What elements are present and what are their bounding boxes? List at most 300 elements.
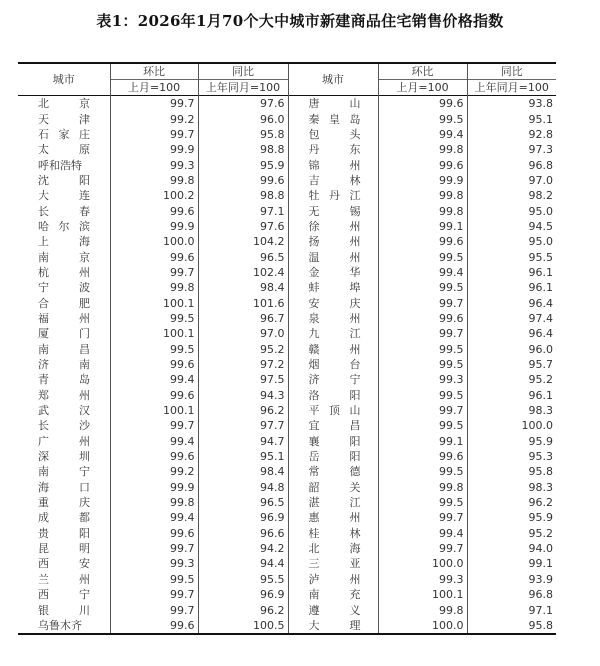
city-cell <box>288 526 378 541</box>
yoy-cell: 98.3 <box>467 480 556 495</box>
city-cell <box>18 203 110 218</box>
mom-cell: 99.7 <box>378 295 467 310</box>
yoy-cell: 95.2 <box>467 372 556 387</box>
yoy-cell: 96.9 <box>198 510 288 525</box>
mom-cell: 99.2 <box>110 111 198 126</box>
city-cell <box>18 526 110 541</box>
city-name: 蚌 埠 <box>308 281 361 295</box>
city-cell <box>18 142 110 157</box>
city-name: 包 头 <box>308 127 361 141</box>
city-cell <box>18 96 110 112</box>
city-cell <box>288 388 378 403</box>
city-cell <box>288 142 378 157</box>
city-cell <box>18 449 110 464</box>
table-row <box>18 188 556 203</box>
city-name: 青 岛 <box>38 373 90 387</box>
mom-cell: 99.7 <box>378 403 467 418</box>
table-body <box>18 96 556 635</box>
mom-cell: 99.7 <box>110 541 198 556</box>
city-name: 重 庆 <box>38 496 90 510</box>
yoy-cell: 95.3 <box>467 449 556 464</box>
yoy-cell: 99.6 <box>198 173 288 188</box>
yoy-cell: 97.6 <box>198 219 288 234</box>
yoy-cell: 96.5 <box>198 495 288 510</box>
city-name: 济 宁 <box>308 373 361 387</box>
price-index-table <box>18 62 556 635</box>
mom-cell: 99.4 <box>378 265 467 280</box>
yoy-cell: 100.0 <box>467 418 556 433</box>
city-cell <box>18 403 110 418</box>
mom-cell: 99.8 <box>110 173 198 188</box>
city-name: 武 汉 <box>38 404 90 418</box>
table-row <box>18 203 556 218</box>
table-row <box>18 434 556 449</box>
yoy-cell: 97.1 <box>198 203 288 218</box>
city-name: 徐 州 <box>308 219 361 233</box>
mom-cell: 99.4 <box>110 372 198 387</box>
mom-cell: 99.5 <box>378 464 467 479</box>
yoy-cell: 97.1 <box>467 602 556 617</box>
table-row <box>18 96 556 112</box>
header-yoy-base-right: 上年同月=100 <box>467 80 556 96</box>
yoy-cell: 99.1 <box>467 556 556 571</box>
city-name: 南 宁 <box>38 465 90 479</box>
yoy-cell: 94.0 <box>467 541 556 556</box>
yoy-cell: 97.0 <box>198 326 288 341</box>
table-title: 表1：2026年1月70个大中城市新建商品住宅销售价格指数 <box>96 12 504 30</box>
table-row <box>18 541 556 556</box>
city-cell <box>288 556 378 571</box>
city-name: 泉 州 <box>308 311 361 325</box>
mom-cell: 99.6 <box>378 311 467 326</box>
mom-cell: 99.1 <box>378 434 467 449</box>
mom-cell: 99.7 <box>110 96 198 112</box>
city-cell <box>18 618 110 634</box>
yoy-cell: 94.7 <box>198 434 288 449</box>
city-cell <box>288 111 378 126</box>
mom-cell: 100.0 <box>110 234 198 249</box>
yoy-cell: 101.6 <box>198 295 288 310</box>
city-name: 烟 台 <box>308 358 361 372</box>
table-row <box>18 480 556 495</box>
mom-cell: 99.7 <box>378 510 467 525</box>
city-cell <box>18 495 110 510</box>
city-cell <box>18 541 110 556</box>
city-name: 长 春 <box>38 204 90 218</box>
table-row <box>18 526 556 541</box>
city-cell <box>288 219 378 234</box>
yoy-cell: 96.2 <box>198 602 288 617</box>
city-cell <box>288 418 378 433</box>
city-name: 岳 阳 <box>308 450 361 464</box>
yoy-cell: 95.5 <box>467 249 556 264</box>
city-cell <box>288 173 378 188</box>
mom-cell: 99.5 <box>378 111 467 126</box>
city-cell <box>288 403 378 418</box>
city-cell <box>18 480 110 495</box>
city-name: 深 圳 <box>38 450 90 464</box>
city-cell <box>288 326 378 341</box>
table-row <box>18 510 556 525</box>
city-name: 哈 尔 滨 <box>38 219 90 233</box>
yoy-cell: 98.2 <box>467 188 556 203</box>
table-row <box>18 311 556 326</box>
mom-cell: 99.7 <box>378 326 467 341</box>
mom-cell: 99.8 <box>110 280 198 295</box>
city-name: 广 州 <box>38 434 90 448</box>
city-name: 南 充 <box>308 588 361 602</box>
yoy-cell: 97.0 <box>467 173 556 188</box>
yoy-cell: 96.2 <box>198 403 288 418</box>
city-name: 大 理 <box>308 618 361 632</box>
city-cell <box>18 295 110 310</box>
header-mom-base-right: 上月=100 <box>378 80 467 96</box>
city-cell <box>288 618 378 634</box>
city-name: 宁 波 <box>38 281 90 295</box>
city-name: 大 连 <box>38 189 90 203</box>
city-name: 金 华 <box>308 265 361 279</box>
mom-cell: 99.6 <box>110 203 198 218</box>
city-cell <box>18 342 110 357</box>
city-cell <box>18 111 110 126</box>
city-name: 乌鲁木齐 <box>38 618 82 632</box>
yoy-cell: 95.8 <box>467 464 556 479</box>
mom-cell: 99.5 <box>378 357 467 372</box>
yoy-cell: 96.1 <box>467 388 556 403</box>
yoy-cell: 96.7 <box>198 311 288 326</box>
city-cell <box>18 572 110 587</box>
mom-cell: 99.8 <box>378 203 467 218</box>
city-name: 石 家 庄 <box>38 127 90 141</box>
table-row <box>18 342 556 357</box>
city-cell <box>288 249 378 264</box>
yoy-cell: 95.0 <box>467 234 556 249</box>
yoy-cell: 96.4 <box>467 295 556 310</box>
city-name: 九 江 <box>308 327 361 341</box>
mom-cell: 99.6 <box>110 357 198 372</box>
city-cell <box>288 480 378 495</box>
city-cell <box>288 357 378 372</box>
table-row <box>18 388 556 403</box>
mom-cell: 100.1 <box>110 403 198 418</box>
city-cell <box>288 372 378 387</box>
yoy-cell: 97.6 <box>198 96 288 112</box>
yoy-cell: 94.5 <box>467 219 556 234</box>
table-row <box>18 249 556 264</box>
city-cell <box>18 556 110 571</box>
mom-cell: 99.8 <box>378 602 467 617</box>
city-name: 西 宁 <box>38 588 90 602</box>
yoy-cell: 95.0 <box>467 203 556 218</box>
city-cell <box>18 311 110 326</box>
table-row <box>18 587 556 602</box>
city-cell <box>288 157 378 172</box>
city-name: 济 南 <box>38 358 90 372</box>
mom-cell: 100.0 <box>378 618 467 634</box>
city-name: 扬 州 <box>308 235 361 249</box>
yoy-cell: 96.5 <box>198 249 288 264</box>
city-name: 福 州 <box>38 311 90 325</box>
table-row <box>18 357 556 372</box>
city-cell <box>18 249 110 264</box>
city-name: 丹 东 <box>308 143 361 157</box>
mom-cell: 99.6 <box>378 157 467 172</box>
yoy-cell: 93.8 <box>467 96 556 112</box>
mom-cell: 99.5 <box>110 342 198 357</box>
mom-cell: 99.6 <box>110 249 198 264</box>
city-name: 合 肥 <box>38 296 90 310</box>
mom-cell: 99.7 <box>110 602 198 617</box>
city-name: 南 昌 <box>38 342 90 356</box>
yoy-cell: 95.1 <box>198 449 288 464</box>
yoy-cell: 96.1 <box>467 265 556 280</box>
yoy-cell: 98.4 <box>198 280 288 295</box>
yoy-cell: 96.9 <box>198 587 288 602</box>
mom-cell: 99.8 <box>378 480 467 495</box>
city-name: 平 顶 山 <box>308 404 361 418</box>
city-name: 赣 州 <box>308 342 361 356</box>
city-cell <box>288 449 378 464</box>
city-name: 唐 山 <box>308 97 361 111</box>
yoy-cell: 94.4 <box>198 556 288 571</box>
mom-cell: 99.9 <box>110 480 198 495</box>
city-name: 沈 阳 <box>38 173 90 187</box>
mom-cell: 99.6 <box>378 234 467 249</box>
table-row <box>18 418 556 433</box>
city-name: 襄 阳 <box>308 434 361 448</box>
yoy-cell: 96.2 <box>467 495 556 510</box>
mom-cell: 99.5 <box>378 280 467 295</box>
city-cell <box>18 127 110 142</box>
city-name: 银 川 <box>38 603 90 617</box>
city-cell <box>288 295 378 310</box>
yoy-cell: 94.3 <box>198 388 288 403</box>
city-name: 无 锡 <box>308 204 361 218</box>
yoy-cell: 96.6 <box>198 526 288 541</box>
yoy-cell: 98.3 <box>467 403 556 418</box>
yoy-cell: 104.2 <box>198 234 288 249</box>
mom-cell: 99.1 <box>378 219 467 234</box>
city-cell <box>288 495 378 510</box>
mom-cell: 99.5 <box>110 311 198 326</box>
table-row <box>18 142 556 157</box>
city-cell <box>18 602 110 617</box>
mom-cell: 99.3 <box>378 572 467 587</box>
yoy-cell: 95.2 <box>467 526 556 541</box>
city-cell <box>18 188 110 203</box>
table-row <box>18 173 556 188</box>
yoy-cell: 95.2 <box>198 342 288 357</box>
table-row <box>18 219 556 234</box>
mom-cell: 99.4 <box>378 526 467 541</box>
yoy-cell: 97.2 <box>198 357 288 372</box>
city-name: 海 口 <box>38 480 90 494</box>
mom-cell: 99.3 <box>110 556 198 571</box>
yoy-cell: 93.9 <box>467 572 556 587</box>
header-mom-left: 环比 <box>110 63 198 80</box>
city-name: 太 原 <box>38 143 90 157</box>
city-name: 遵 义 <box>308 603 361 617</box>
table-row <box>18 234 556 249</box>
mom-cell: 100.2 <box>110 188 198 203</box>
city-cell <box>18 510 110 525</box>
city-cell <box>18 234 110 249</box>
city-name: 吉 林 <box>308 173 361 187</box>
yoy-cell: 95.8 <box>467 618 556 634</box>
city-cell <box>288 203 378 218</box>
city-cell <box>288 96 378 112</box>
mom-cell: 99.4 <box>110 510 198 525</box>
yoy-cell: 95.9 <box>467 434 556 449</box>
city-name: 宜 昌 <box>308 419 361 433</box>
yoy-cell: 94.8 <box>198 480 288 495</box>
city-name: 秦 皇 岛 <box>308 112 361 126</box>
city-name: 锦 州 <box>308 158 361 172</box>
yoy-cell: 98.4 <box>198 464 288 479</box>
city-name: 杭 州 <box>38 265 90 279</box>
mom-cell: 99.3 <box>378 372 467 387</box>
yoy-cell: 96.8 <box>467 157 556 172</box>
city-name: 昆 明 <box>38 542 90 556</box>
mom-cell: 99.5 <box>378 495 467 510</box>
yoy-cell: 97.3 <box>467 142 556 157</box>
yoy-cell: 95.1 <box>467 111 556 126</box>
city-cell <box>288 510 378 525</box>
city-cell <box>18 219 110 234</box>
city-name: 呼和浩特 <box>38 158 82 172</box>
city-cell <box>18 357 110 372</box>
city-cell <box>18 326 110 341</box>
yoy-cell: 95.5 <box>198 572 288 587</box>
city-cell <box>288 434 378 449</box>
city-name: 天 津 <box>38 112 90 126</box>
city-cell <box>288 602 378 617</box>
city-cell <box>288 572 378 587</box>
table-row <box>18 618 556 634</box>
city-name: 厦 门 <box>38 327 90 341</box>
city-name: 贵 阳 <box>38 526 90 540</box>
mom-cell: 99.5 <box>378 342 467 357</box>
mom-cell: 99.7 <box>110 587 198 602</box>
city-name: 韶 关 <box>308 480 361 494</box>
city-cell <box>288 280 378 295</box>
mom-cell: 100.0 <box>378 556 467 571</box>
yoy-cell: 98.8 <box>198 188 288 203</box>
city-name: 郑 州 <box>38 388 90 402</box>
table-row <box>18 111 556 126</box>
mom-cell: 99.9 <box>110 219 198 234</box>
city-name: 牡 丹 江 <box>308 189 361 203</box>
yoy-cell: 96.1 <box>467 280 556 295</box>
city-name: 长 沙 <box>38 419 90 433</box>
city-name: 成 都 <box>38 511 90 525</box>
header-city-right: 城市 <box>322 73 344 86</box>
city-cell <box>288 311 378 326</box>
city-name: 上 海 <box>38 235 90 249</box>
yoy-cell: 102.4 <box>198 265 288 280</box>
table-row <box>18 449 556 464</box>
yoy-cell: 94.2 <box>198 541 288 556</box>
table-row <box>18 127 556 142</box>
city-cell <box>288 265 378 280</box>
table-row <box>18 372 556 387</box>
city-name: 洛 阳 <box>308 388 361 402</box>
city-name: 温 州 <box>308 250 361 264</box>
city-cell <box>18 280 110 295</box>
mom-cell: 99.4 <box>110 434 198 449</box>
city-cell <box>288 464 378 479</box>
yoy-cell: 95.7 <box>467 357 556 372</box>
header-yoy-right: 同比 <box>467 63 556 80</box>
mom-cell: 99.5 <box>378 418 467 433</box>
table-row <box>18 464 556 479</box>
city-cell <box>288 541 378 556</box>
yoy-cell: 95.9 <box>467 510 556 525</box>
mom-cell: 99.5 <box>378 388 467 403</box>
mom-cell: 99.5 <box>110 572 198 587</box>
yoy-cell: 96.8 <box>467 587 556 602</box>
city-cell <box>18 173 110 188</box>
city-cell <box>18 587 110 602</box>
city-name: 惠 州 <box>308 511 361 525</box>
mom-cell: 99.6 <box>378 449 467 464</box>
city-cell <box>18 157 110 172</box>
city-name: 南 京 <box>38 250 90 264</box>
yoy-cell: 98.8 <box>198 142 288 157</box>
mom-cell: 99.8 <box>110 495 198 510</box>
yoy-cell: 96.0 <box>467 342 556 357</box>
city-name: 北 京 <box>38 97 90 111</box>
city-name: 常 德 <box>308 465 361 479</box>
mom-cell: 100.1 <box>110 295 198 310</box>
yoy-cell: 95.9 <box>198 157 288 172</box>
mom-cell: 100.1 <box>378 587 467 602</box>
city-cell <box>288 188 378 203</box>
mom-cell: 99.6 <box>110 618 198 634</box>
city-name: 桂 林 <box>308 526 361 540</box>
city-cell <box>18 388 110 403</box>
mom-cell: 99.7 <box>110 127 198 142</box>
city-name: 西 安 <box>38 557 90 571</box>
city-cell <box>18 265 110 280</box>
city-cell <box>18 372 110 387</box>
table-row <box>18 326 556 341</box>
table-row <box>18 265 556 280</box>
city-cell <box>288 234 378 249</box>
yoy-cell: 92.8 <box>467 127 556 142</box>
header-mom-right: 环比 <box>378 63 467 80</box>
table-row <box>18 295 556 310</box>
mom-cell: 99.3 <box>110 157 198 172</box>
mom-cell: 99.6 <box>110 526 198 541</box>
header-yoy-left: 同比 <box>198 63 288 80</box>
yoy-cell: 97.5 <box>198 372 288 387</box>
mom-cell: 99.7 <box>110 418 198 433</box>
mom-cell: 99.8 <box>378 188 467 203</box>
city-cell <box>18 464 110 479</box>
table-row <box>18 495 556 510</box>
table-row <box>18 572 556 587</box>
mom-cell: 99.4 <box>378 127 467 142</box>
city-cell <box>288 587 378 602</box>
mom-cell: 99.6 <box>110 388 198 403</box>
header-mom-base-left: 上月=100 <box>110 80 198 96</box>
city-cell <box>288 342 378 357</box>
mom-cell: 99.6 <box>110 449 198 464</box>
city-name: 兰 州 <box>38 572 90 586</box>
city-name: 三 亚 <box>308 557 361 571</box>
yoy-cell: 96.4 <box>467 326 556 341</box>
